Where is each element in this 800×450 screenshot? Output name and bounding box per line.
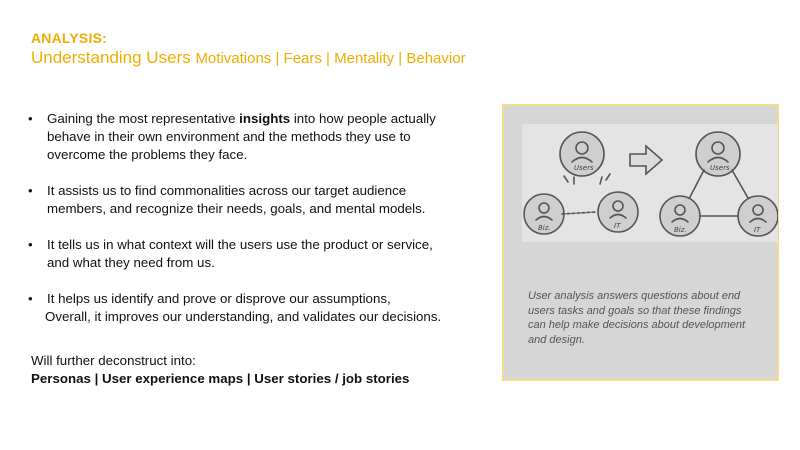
sketch-label-users: Users (574, 164, 594, 172)
subtitle-main: Understanding Users (31, 48, 191, 67)
sketch-label-biz: Biz. (674, 226, 687, 234)
users-biz-it-sketch (522, 124, 778, 242)
bullet-line: It tells us in what context will the users use the product or service, (47, 237, 433, 252)
bullet-list (28, 110, 488, 344)
bullet-emphasis: insights (239, 111, 291, 126)
subtitle-topics: Motivations | Fears | Mentality | Behavior (195, 50, 466, 67)
subtitle-understanding-users (31, 48, 466, 68)
bullet-item-assumptions (28, 290, 488, 326)
sketch-label-it: IT (614, 222, 621, 230)
bullet-line: members, and recognize their needs, goals, and mental models. (47, 201, 426, 216)
bullet-text: Gaining the most representative (47, 111, 240, 126)
bullet-dot: • (28, 291, 33, 306)
further-items: Personas | User experience maps | User stories / job stories (31, 371, 410, 386)
bullet-line: and what they need from us. (47, 255, 215, 270)
bullet-dot: • (28, 237, 33, 252)
sketch-label-biz: Biz. (538, 224, 551, 232)
bullet-line (47, 110, 488, 128)
bullet-dot: • (28, 111, 33, 126)
sketch-label-it: IT (754, 226, 761, 234)
bullet-line: Overall, it improves our understanding, and validates our decisions. (45, 309, 442, 324)
bullet-dot: • (28, 183, 33, 198)
bullet-item-context (28, 236, 488, 272)
bullet-line: behave in their own environment and the methods they use to (47, 129, 411, 144)
panel-caption (528, 289, 766, 347)
caption-line: and design. (528, 333, 585, 346)
bullet-item-insights (28, 110, 488, 164)
illustration-panel (502, 104, 779, 381)
further-deconstruction (31, 352, 409, 388)
arrow-right-icon (630, 146, 662, 174)
bullet-item-commonalities (28, 182, 488, 218)
caption-line: User analysis answers questions about end (528, 290, 741, 302)
further-intro: Will further deconstruct into: (31, 353, 196, 368)
sketch-label-users: Users (710, 164, 730, 172)
title-analysis: ANALYSIS: (31, 30, 107, 46)
caption-line: users tasks and goals so that these findings (528, 304, 742, 317)
caption-line: can help make decisions about development (528, 319, 746, 331)
bullet-line: It assists us to find commonalities across our target audience (47, 183, 407, 198)
bullet-line: It helps us identify and prove or disprove our assumptions, (47, 291, 391, 306)
bullet-line: overcome the problems they face. (47, 147, 248, 162)
bullet-text: into how people actually (290, 111, 436, 126)
